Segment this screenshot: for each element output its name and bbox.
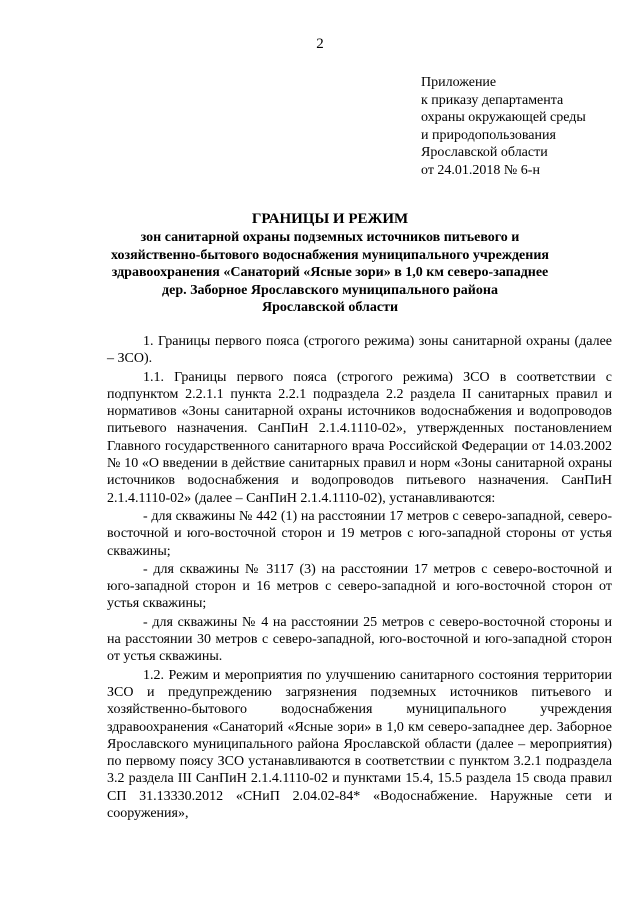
appendix-line: и природопользования xyxy=(421,127,556,143)
paragraph-1-2: 1.2. Режим и мероприятия по улучшению санитарного состояния территории ЗСО и предупреждению загрязнения подземных источников питьевого и хозяйственно-бытового водоснабжения муниципального учреждения здравоохранения «Санаторий «Ясные зори» в 1,0 км северо-западнее дер. Заборное Ярославского муниципального района Ярославской области (далее – мероприятия) по первому поясу ЗСО устанавливаются в соответствии с пунктом 3.2.1 подраздела 3.2 раздела III СанПиН 2.1.4.1110-02 и пунктами 15.4, 15.5 раздела 15 свода правил СП 31.13330.2012 «СНиП 2.04.02-84* «Водоснабжение. Наружные сети и сооружения», xyxy=(107,667,612,822)
appendix-block xyxy=(421,74,586,179)
title-line: зон санитарной охраны подземных источников питьевого и xyxy=(140,230,520,246)
appendix-line: к приказу департамента xyxy=(421,92,564,108)
title-line: хозяйственно-бытового водоснабжения муниципального учреждения xyxy=(111,247,549,263)
list-item-well-3117: - для скважины № 3117 (3) на расстоянии 17 метров с северо-восточной и юго-западной сторон и 16 метров с северо-западной и юго-восточной сторон от устья скважины; xyxy=(107,561,612,612)
title-line: здравоохранения «Санаторий «Ясные зори» в 1,0 км северо-западнее xyxy=(111,265,549,281)
list-item-well-442: - для скважины № 442 (1) на расстоянии 17 метров с северо-западной, северо-восточной и юго-восточной сторон и 19 метров с юго-западной стороны от устья скважины; xyxy=(107,508,612,559)
appendix-line: охраны окружающей среды xyxy=(421,110,586,125)
title-line: Ярославской области xyxy=(261,300,399,316)
title-line: дер. Заборное Ярославского муниципального района xyxy=(162,282,498,298)
list-item-well-4: - для скважины № 4 на расстоянии 25 метров с северо-восточной стороны и на расстоянии 30 метров с северо-западной, юго-восточной и юго-западной сторон от устья скважины. xyxy=(107,614,612,665)
appendix-line: от 24.01.2018 № 6-н xyxy=(421,162,540,178)
appendix-line: Приложение xyxy=(421,75,497,90)
appendix-line: Ярославской области xyxy=(421,145,548,160)
title-heading: ГРАНИЦЫ И РЕЖИМ xyxy=(251,211,409,227)
document-body xyxy=(107,333,612,822)
page-number: 2 xyxy=(316,36,324,52)
paragraph-section-1: 1. Границы первого пояса (строгого режима) зоны санитарной охраны (далее – ЗСО). xyxy=(107,334,612,367)
paragraph-1-1: 1.1. Границы первого пояса (строгого режима) ЗСО в соответствии с подпунктом 2.2.1.1 пункта 2.2.1 подраздела 2.2 раздела II санитарных правил и нормативов «Зоны санитарной охраны источников водоснабжения и водопроводов питьевого назначения. СанПиН 2.1.4.1110-02», утвержденных постановлением Главного государственного санитарного врача Российской Федерации от 14.03.2002 № 10 «О введении в действие санитарных правил и норм «Зоны санитарной охраны источников водоснабжения и водопроводов питьевого назначения. СанПиН 2.1.4.1110-02» (далее – СанПиН 2.1.4.1110-02), устанавливаются: xyxy=(107,369,612,506)
document-title xyxy=(100,211,560,316)
